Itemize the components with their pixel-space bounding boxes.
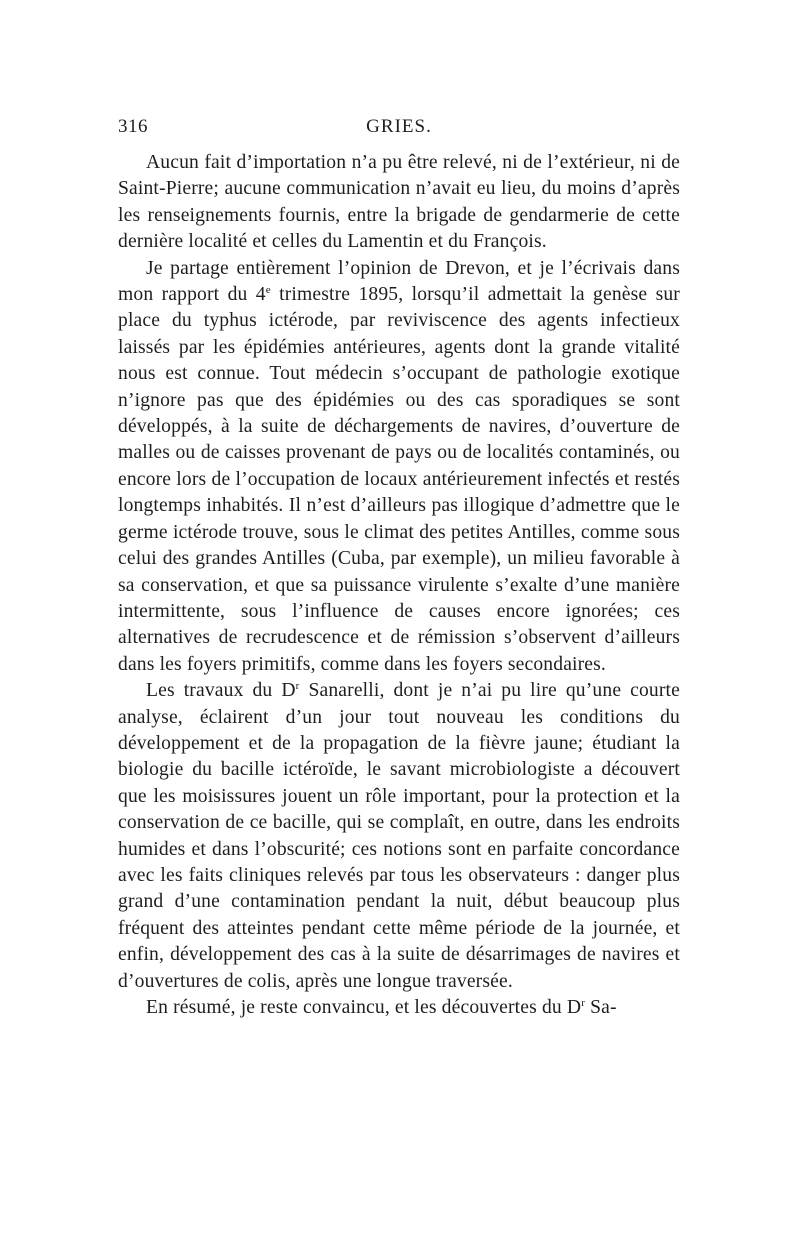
- paragraph-3-text-end: Sanarelli, dont je n’ai pu lire qu’une courte analyse, éclairent d’un jour tout nouveau les conditions du développement et de la propagation de la fièvre jaune; étudiant la biologie du bacille ictéroïde, le savant microbiologiste a découvert que les moisissures jouent un rôle important, pour la protection et la conservation de ce bacille, qui se complaît, en outre, dans les endroits humides et dans l’obscurité; ces notions sont en parfaite concordance avec les faits cliniques relevés par tous les observateurs : danger plus grand d’une contamination pendant la nuit, début beaucoup plus fréquent des atteintes pendant cette même période de la journée, et enfin, développement des cas à la suite de désarrimages de navires et d’ouvertures de colis, après une longue traversée.: [118, 680, 680, 992]
- page-header: [118, 116, 680, 142]
- paragraph-4-text-start: En résumé, je reste convaincu, et les découvertes du D: [146, 997, 582, 1018]
- paragraph-1: [118, 150, 680, 256]
- paragraph-4: [118, 995, 680, 1021]
- superscript: r: [295, 680, 300, 693]
- body-text: [118, 150, 680, 1021]
- paragraph-3: [118, 678, 680, 995]
- superscript: r: [581, 997, 586, 1009]
- superscript: e: [265, 284, 271, 297]
- paragraph-2-text-start: Je partage entièrement l’opinion de Drevon, et je l’écrivais dans mon rapport du 4: [118, 257, 680, 306]
- paragraph-2: [118, 256, 680, 679]
- paragraph-3-text-start: Les travaux du D: [146, 680, 296, 702]
- page-number: 316: [118, 116, 148, 137]
- running-title: GRIES.: [366, 116, 432, 137]
- paragraph-4-text-end: Sa-: [585, 997, 617, 1018]
- paragraph-2-text-end: trimestre 1895, lorsqu’il admettait la genèse sur place du typhus ictérode, par reviviscence des agents infectieux laissés par les épidémies antérieures, agents dont la grande vitalité nous est connue. Tout médecin s’occupant de pathologie exotique n’ignore pas que des épidémies ou des cas sporadiques se sont développés, à la suite de déchargements de navires, d’ouverture de malles ou de caisses provenant de pays ou de localités contaminés, ou encore lors de l’occupation de locaux antérieurement infectés et restés longtemps inhabités. Il n’est d’ailleurs pas illogique d’admettre que le germe ictérode trouve, sous le climat des petites Antilles, comme sous celui des grandes Antilles (Cuba, par exemple), un milieu favorable à sa conservation, et que sa puissance virulente s’exalte d’une manière intermittente, sous l’influence de causes encore ignorées; ces alternatives de recrudescence et de rémission s’observent d’ailleurs dans les foyers primitifs, comme dans les foyers secondaires.: [118, 284, 680, 675]
- paragraph-1-text: Aucun fait d’importation n’a pu être relevé, ni de l’extérieur, ni de Saint-Pierre; aucune communication n’avait eu lieu, du moins d’après les renseignements fournis, entre la brigade de gendarmerie de cette dernière localité et celles du Lamentin et du François.: [118, 152, 680, 253]
